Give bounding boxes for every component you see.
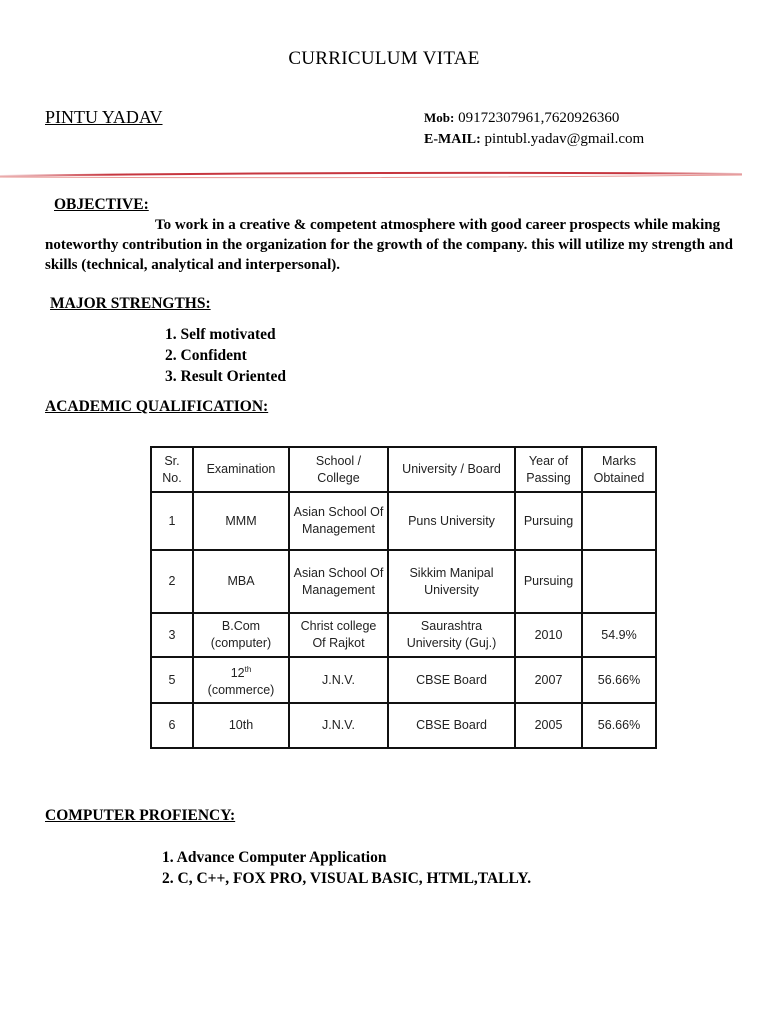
- column-header: University / Board: [388, 447, 515, 492]
- mobile-line: [424, 110, 619, 127]
- table-cell: 1: [151, 492, 193, 550]
- table-row: [151, 657, 656, 703]
- table-cell: 3: [151, 613, 193, 657]
- mobile-value: 09172307961,7620926360: [458, 110, 620, 126]
- table-cell: J.N.V.: [289, 703, 388, 748]
- table-cell: 10th: [193, 703, 289, 748]
- computer-list: [162, 847, 531, 889]
- qualification-table: [150, 446, 657, 749]
- table-cell: Pursuing: [515, 492, 582, 550]
- column-header: Year of Passing: [515, 447, 582, 492]
- list-item: 2. Confident: [165, 347, 247, 364]
- table-cell: 54.9%: [582, 613, 656, 657]
- list-item: 1. Advance Computer Application: [162, 849, 387, 866]
- list-item: 1. Self motivated: [165, 326, 276, 343]
- exam-12th: 12th (commerce): [207, 664, 275, 698]
- table-cell: Sikkim Manipal University: [388, 550, 515, 613]
- header-divider: [0, 170, 742, 180]
- column-header: Marks Obtained: [582, 447, 656, 492]
- objective-heading: OBJECTIVE:: [54, 196, 149, 213]
- table-cell: B.Com (computer): [193, 613, 289, 657]
- table-cell: MMM: [193, 492, 289, 550]
- table-cell: 2005: [515, 703, 582, 748]
- computer-heading: COMPUTER PROFIENCY:: [45, 807, 236, 824]
- table-cell: 6: [151, 703, 193, 748]
- column-header: School / College: [289, 447, 388, 492]
- table-cell: 2007: [515, 657, 582, 703]
- table-cell: 2010: [515, 613, 582, 657]
- objective-body: To work in a creative & competent atmosphere with good career prospects while making noteworthy contribution in the organization for the growth of the company. this will utilize my strength and skills (technical, analytical and interpersonal).: [45, 217, 733, 273]
- table-row: [151, 703, 656, 748]
- table-cell: Christ college Of Rajkot: [289, 613, 388, 657]
- table-cell: [582, 492, 656, 550]
- strengths-heading: MAJOR STRENGTHS:: [50, 295, 211, 312]
- table-cell: 56.66%: [582, 657, 656, 703]
- table-header-row: [151, 447, 656, 492]
- table-row: [151, 550, 656, 613]
- table-row: [151, 492, 656, 550]
- table-cell: Asian School Of Management: [289, 492, 388, 550]
- table-cell: Asian School Of Management: [289, 550, 388, 613]
- email-line: [424, 131, 644, 148]
- table-row: [151, 613, 656, 657]
- strengths-list: [165, 324, 286, 387]
- academic-heading: ACADEMIC QUALIFICATION:: [45, 398, 269, 415]
- column-header: Examination: [193, 447, 289, 492]
- email-value: pintubl.yadav@gmail.com: [484, 131, 645, 147]
- table-cell: J.N.V.: [289, 657, 388, 703]
- table-cell: Saurashtra University (Guj.): [388, 613, 515, 657]
- table-cell: CBSE Board: [388, 657, 515, 703]
- candidate-name: PINTU YADAV: [45, 107, 163, 127]
- email-label: E-MAIL:: [424, 132, 481, 147]
- table-cell: Pursuing: [515, 550, 582, 613]
- table-cell: [193, 657, 289, 703]
- list-item: 2. C, C++, FOX PRO, VISUAL BASIC, HTML,TALLY.: [162, 870, 532, 887]
- list-item: 3. Result Oriented: [165, 368, 286, 385]
- objective-text: [45, 215, 735, 275]
- table-cell: 2: [151, 550, 193, 613]
- table-cell: 56.66%: [582, 703, 656, 748]
- table-cell: CBSE Board: [388, 703, 515, 748]
- mobile-label: Mob:: [424, 110, 455, 125]
- table-cell: MBA: [193, 550, 289, 613]
- document-title: CURRICULUM VITAE: [288, 48, 480, 69]
- table-cell: 5: [151, 657, 193, 703]
- table-cell: Puns University: [388, 492, 515, 550]
- table-cell: [582, 550, 656, 613]
- column-header: Sr. No.: [151, 447, 193, 492]
